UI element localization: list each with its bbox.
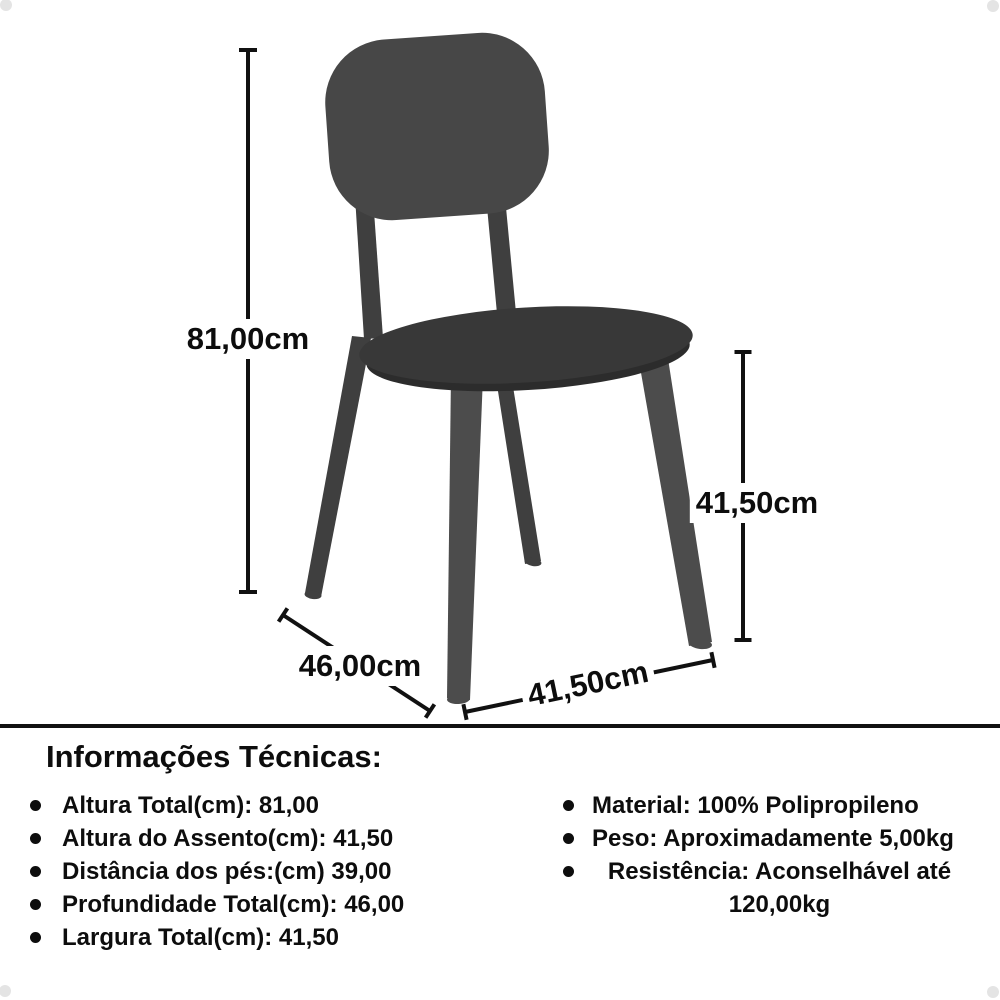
spec-item-label: Distância dos pés:(cm) 39,00 (62, 858, 392, 885)
width-label: 41,50cm (518, 651, 658, 718)
spec-item-material (563, 789, 967, 822)
tech-info-left-column (30, 789, 404, 954)
spec-item-label: Peso: Aproximadamente 5,00kg (592, 825, 954, 852)
spec-item-feet-distance (30, 855, 404, 888)
bullet-icon (30, 932, 41, 943)
chair-backrest (321, 29, 553, 225)
spec-item-resistance (563, 855, 967, 921)
section-divider (0, 724, 1000, 728)
total-height-label: 81,00cm (181, 319, 315, 359)
spec-item-total-width (30, 921, 404, 954)
spec-item-label: Material: 100% Polipropileno (592, 792, 919, 819)
tech-info-title: Informações Técnicas: (46, 739, 382, 774)
bullet-icon (30, 899, 41, 910)
chair-front-legs (447, 350, 713, 705)
spec-item-line-1: Resistência: Aconselhável até (607, 858, 952, 885)
spec-item-label: Largura Total(cm): 41,50 (62, 924, 339, 951)
watermark-dot (987, 986, 999, 998)
spec-item-label (592, 855, 967, 921)
watermark-dot (987, 0, 999, 12)
spec-item-total-depth (30, 888, 404, 921)
bullet-icon (30, 833, 41, 844)
bullet-icon (30, 800, 41, 811)
spec-item-label: Altura do Assento(cm): 41,50 (62, 825, 394, 852)
spec-item-seat-height (30, 822, 404, 855)
bullet-icon (563, 833, 574, 844)
spec-item-total-height (30, 789, 404, 822)
bullet-icon (563, 800, 574, 811)
seat-height-label: 41,50cm (690, 483, 824, 523)
spec-item-label: Altura Total(cm): 81,00 (62, 792, 319, 819)
tech-info-right-column (563, 789, 967, 921)
bullet-icon (30, 866, 41, 877)
depth-label: 46,00cm (293, 646, 427, 686)
watermark-dot (0, 985, 11, 997)
spec-item-weight (563, 822, 967, 855)
bullet-icon (563, 866, 574, 877)
spec-item-line-2: 120,00kg (728, 891, 831, 918)
spec-item-label: Profundidade Total(cm): 46,00 (62, 891, 405, 918)
